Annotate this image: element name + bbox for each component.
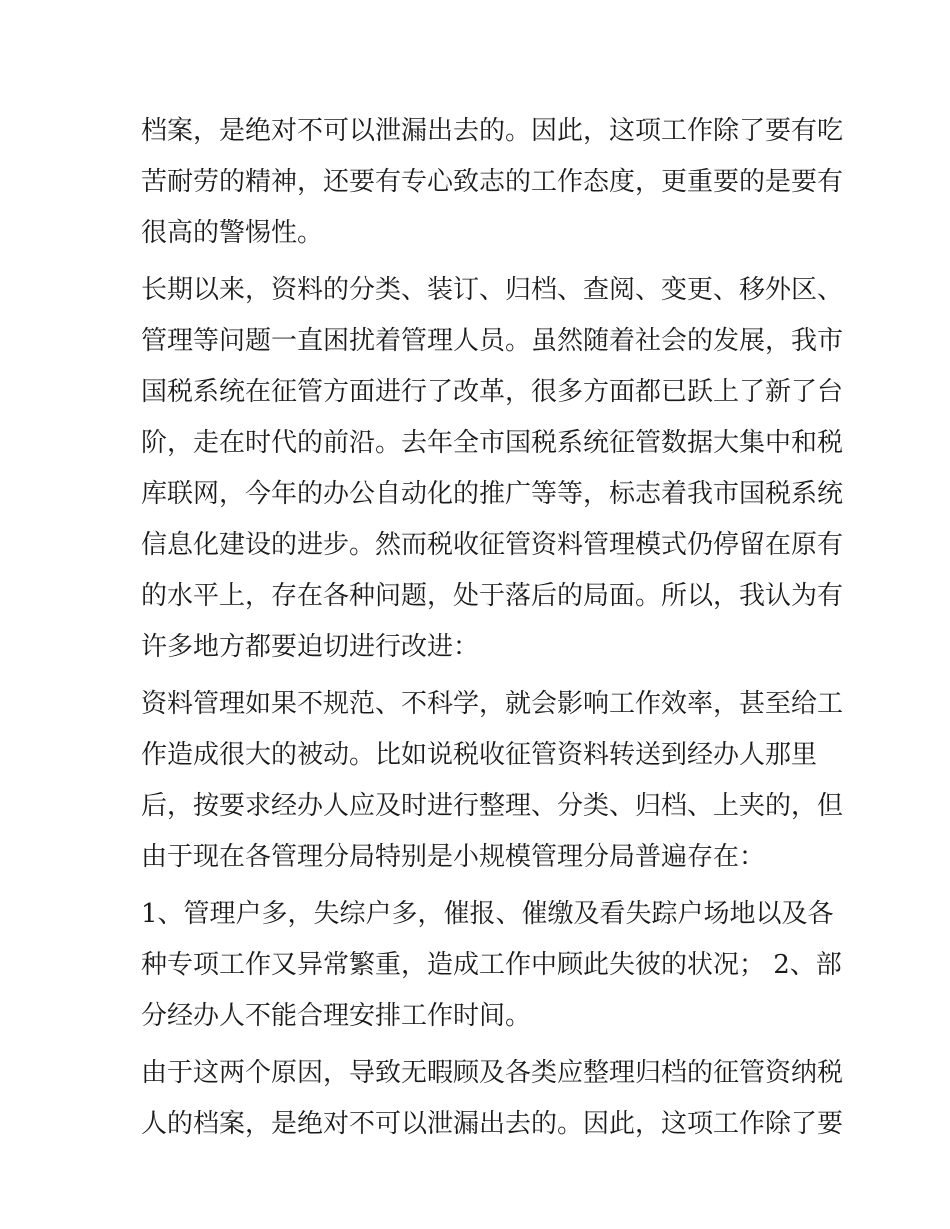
paragraph-1 xyxy=(141,106,844,259)
text-line: 1、管理户多，失综户多，催报、催缴及看失踪户场地以及各 xyxy=(141,899,834,929)
text-line: 作造成很大的被动。比如说税收征管资料转送到经办人那里 xyxy=(141,740,818,770)
text-line: 后，按要求经办人应及时进行整理、分类、归档、上夹的，但 xyxy=(141,791,844,821)
text-line: 种专项工作又异常繁重，造成工作中顾此失彼的状况； 2、部 xyxy=(141,950,842,980)
text-line: 管理等问题一直困扰着管理人员。虽然随着社会的发展，我市 xyxy=(141,326,844,356)
paragraph-4 xyxy=(141,889,842,1042)
text-line: 许多地方都要迫切进行改进： xyxy=(141,632,480,662)
text-line: 长期以来，资料的分类、装订、归档、查阅、变更、移外区、 xyxy=(141,275,844,305)
paragraph-2 xyxy=(141,265,844,673)
text-line: 资料管理如果不规范、不科学，就会影响工作效率，甚至给工 xyxy=(141,689,844,719)
paragraph-3 xyxy=(141,679,844,883)
text-line: 阶，走在时代的前沿。去年全市国税系统征管数据大集中和税 xyxy=(141,428,844,458)
text-line: 档案，是绝对不可以泄漏出去的。因此，这项工作除了要有吃 xyxy=(141,116,844,146)
document-body xyxy=(141,106,844,1156)
text-line: 分经办人不能合理安排工作时间。 xyxy=(141,1001,532,1031)
text-line: 人的档案，是绝对不可以泄漏出去的。因此，这项工作除了要 xyxy=(141,1109,844,1139)
paragraph-5 xyxy=(141,1048,844,1150)
text-line: 信息化建设的进步。然而税收征管资料管理模式仍停留在原有 xyxy=(141,530,844,560)
text-line: 苦耐劳的精神，还要有专心致志的工作态度，更重要的是要有 xyxy=(141,167,844,197)
text-line: 国税系统在征管方面进行了改革，很多方面都已跃上了新了台 xyxy=(141,377,844,407)
text-line: 的水平上，存在各种问题，处于落后的局面。所以，我认为有 xyxy=(141,581,844,611)
text-line: 由于现在各管理分局特别是小规模管理分局普遍存在： xyxy=(141,842,766,872)
text-line: 由于这两个原因，导致无暇顾及各类应整理归档的征管资纳税 xyxy=(141,1058,844,1088)
text-line: 很高的警惕性。 xyxy=(141,218,324,248)
text-line: 库联网，今年的办公自动化的推广等等，标志着我市国税系统 xyxy=(141,479,844,509)
